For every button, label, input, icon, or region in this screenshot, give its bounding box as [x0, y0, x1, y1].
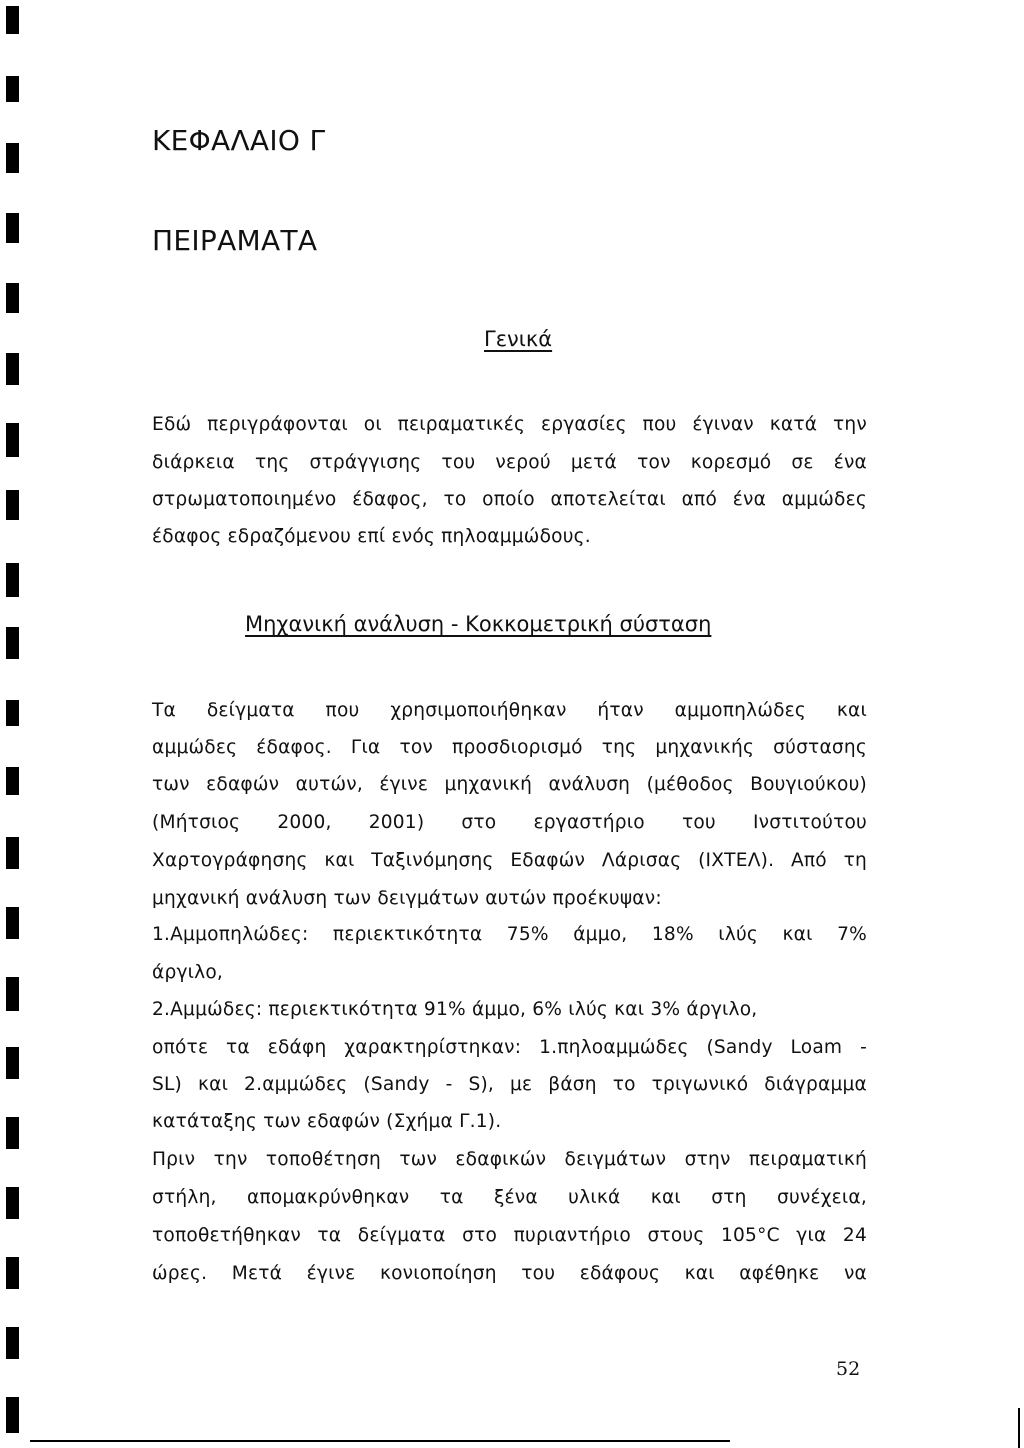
text-line: Χαρτογράφησης και Ταξινόμησης Εδαφών Λάρισας (ΙΧΤΕΛ). Από τη — [152, 850, 867, 871]
text-line: των εδαφών αυτών, έγινε μηχανική ανάλυση (μέθοδος Βουγιούκου) — [152, 774, 867, 795]
subsection-mechanical-title: Μηχανική ανάλυση - Κοκκομετρική σύσταση — [245, 612, 712, 636]
chapter-title: ΚΕΦΑΛΑΙΟ Γ — [152, 124, 326, 157]
text-line: στήλη, απομακρύνθηκαν τα ξένα υλικά και στη συνέχεια, — [152, 1187, 867, 1208]
binding-mark — [6, 1117, 19, 1149]
binding-mark — [6, 283, 19, 313]
binding-mark — [6, 423, 19, 457]
binding-mark — [6, 490, 19, 520]
text-line: μηχανική ανάλυση των δειγμάτων αυτών προέκυψαν: — [152, 888, 662, 909]
text-line: (Μήτσιος 2000, 2001) στο εργαστήριο του Ινστιτούτου — [152, 812, 867, 833]
binding-mark — [6, 213, 19, 243]
binding-mark — [6, 6, 19, 34]
list-item: 2.Αμμώδες: περιεκτικότητα 91% άμμο, 6% ιλύς και 3% άργιλο, — [152, 999, 758, 1020]
text-line: στρωματοποιημένο έδαφος, το οποίο αποτελείται από ένα αμμώδες — [152, 489, 867, 510]
binding-mark — [6, 1327, 19, 1359]
subsection-general-title: Γενικά — [484, 327, 553, 351]
text-line: αμμώδες έδαφος. Για τον προσδιορισμό της μηχανικής σύστασης — [152, 737, 867, 758]
text-line: Πριν την τοποθέτηση των εδαφικών δειγμάτων στην πειραματική — [152, 1149, 867, 1170]
binding-mark — [6, 76, 19, 102]
binding-mark — [6, 837, 19, 869]
binding-mark — [6, 1047, 19, 1079]
text-line: οπότε τα εδάφη χαρακτηρίστηκαν: 1.πηλοαμμώδες (Sandy Loam - — [152, 1037, 867, 1058]
binding-mark — [6, 1257, 19, 1289]
binding-mark — [6, 563, 19, 597]
page-number: 52 — [836, 1358, 861, 1380]
binding-mark — [6, 627, 19, 659]
binding-mark — [6, 700, 19, 726]
binding-mark — [6, 977, 19, 1011]
right-border-line — [1018, 1408, 1020, 1448]
text-line: Εδώ περιγράφονται οι πειραματικές εργασίες που έγιναν κατά την — [152, 414, 867, 435]
section-title: ΠΕΙΡΑΜΑΤΑ — [152, 224, 318, 257]
text-line: διάρκεια της στράγγισης του νερού μετά τον κορεσμό σε ένα — [152, 452, 867, 473]
binding-marks — [0, 0, 30, 1448]
binding-mark — [6, 907, 19, 939]
text-line: Τα δείγματα που χρησιμοποιήθηκαν ήταν αμμοπηλώδες και — [152, 700, 867, 721]
text-line: ώρες. Μετά έγινε κονιοποίηση του εδάφους και αφέθηκε να — [152, 1263, 867, 1284]
bottom-border-line — [30, 1440, 730, 1442]
text-line: SL) και 2.αμμώδες (Sandy - S), με βάση το τριγωνικό διάγραμμα — [152, 1074, 867, 1095]
binding-mark — [6, 1187, 19, 1219]
text-line: κατάταξης των εδαφών (Σχήμα Γ.1). — [152, 1111, 502, 1132]
binding-mark — [6, 143, 19, 173]
binding-mark — [6, 1397, 19, 1433]
binding-mark — [6, 767, 19, 795]
text-line: άργιλο, — [152, 962, 224, 983]
text-line: έδαφος εδραζόμενου επί ενός πηλοαμμώδους. — [152, 526, 591, 547]
binding-mark — [6, 353, 19, 385]
list-item: 1.Αμμοπηλώδες: περιεκτικότητα 75% άμμο, 18% ιλύς και 7% — [152, 924, 867, 945]
text-line: τοποθετήθηκαν τα δείγματα στο πυριαντήριο στους 105°C για 24 — [152, 1225, 867, 1246]
